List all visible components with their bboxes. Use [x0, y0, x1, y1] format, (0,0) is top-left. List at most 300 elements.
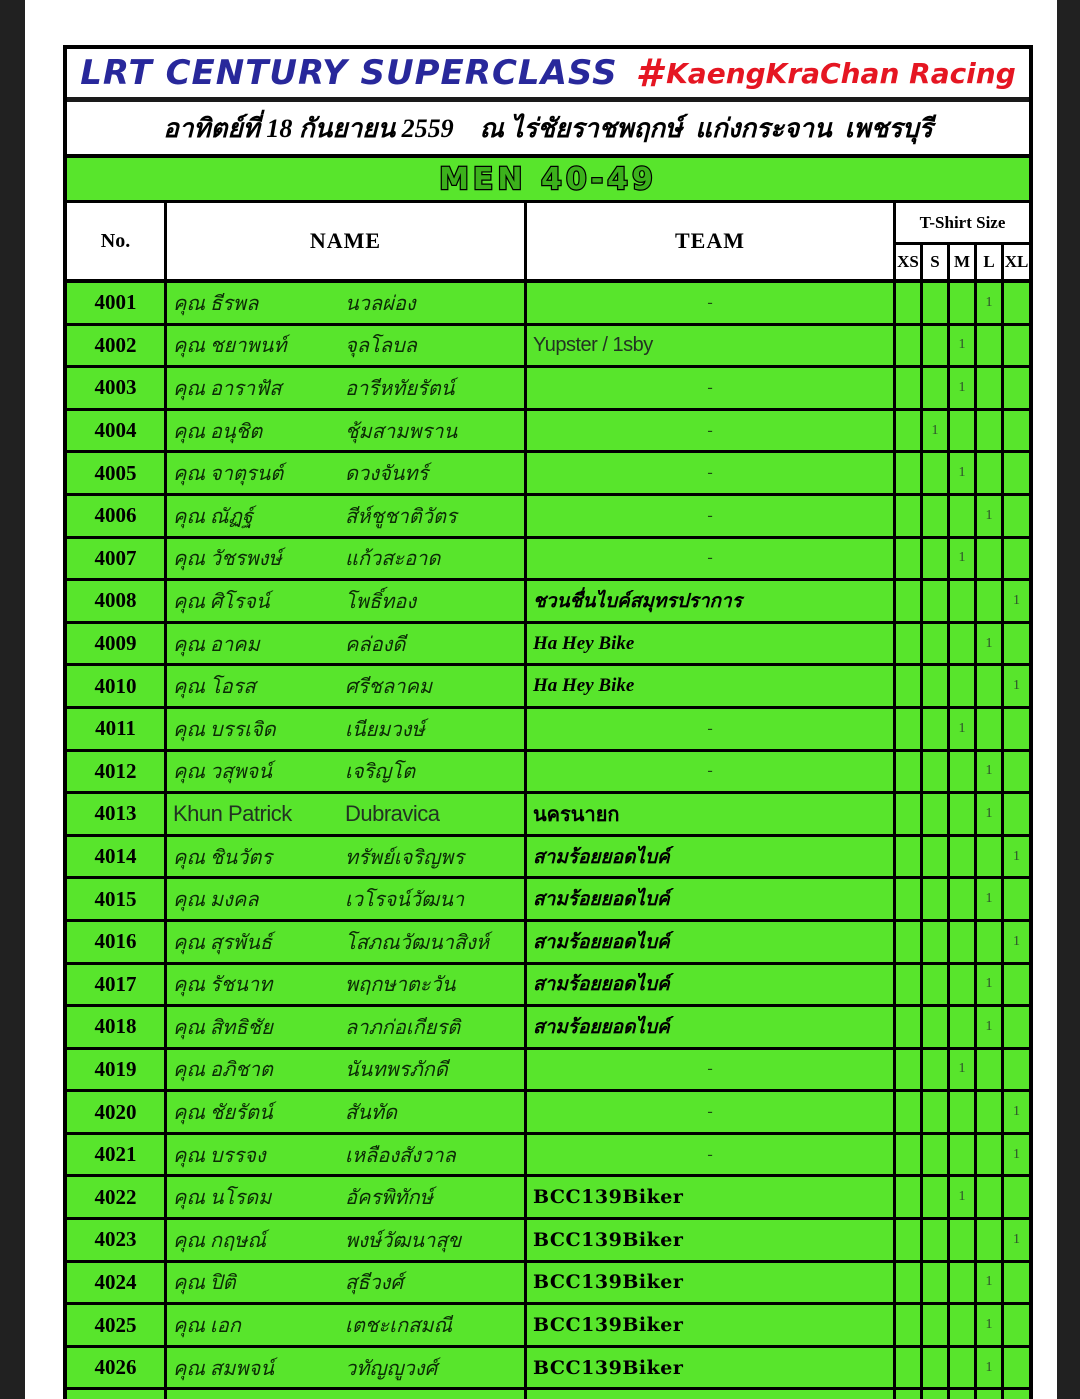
rider-last-name: เวโรจน์วัฒนา — [344, 889, 465, 912]
rider-team: สามร้อยยอดไบค์ — [527, 1007, 896, 1047]
rider-team: BCC139Biker — [527, 1263, 896, 1303]
rider-last-name: ชุ้มสามพราน — [344, 420, 458, 443]
size-cell-xl — [1004, 1007, 1029, 1047]
size-cell-m: 1 — [950, 368, 977, 408]
size-cell-xs — [896, 794, 923, 834]
rider-first-name: คุณ รัชนาท — [173, 974, 273, 997]
size-cell-m: 1 — [950, 453, 977, 493]
rider-team: สามร้อยยอดไบค์ — [527, 922, 896, 962]
size-cell-xl — [1004, 1305, 1029, 1345]
size-cell-l: 1 — [977, 1007, 1004, 1047]
size-cell-m — [950, 1135, 977, 1175]
header-size-xs: XS — [896, 245, 923, 279]
rider-first-name: คุณ อนุชิต — [173, 420, 263, 443]
size-cell-l — [977, 1177, 1004, 1217]
rider-last-name: สีห์ชูชาติวัตร — [344, 505, 457, 528]
rider-first-name: คุณ โอรส — [173, 676, 256, 699]
size-cell-s — [923, 581, 950, 621]
size-cell-xl: 1 — [1004, 666, 1029, 706]
size-cell-l — [977, 453, 1004, 493]
rider-team: - — [527, 752, 896, 792]
rider-number: 4024 — [67, 1263, 167, 1303]
rider-team: - — [527, 496, 896, 536]
rider-first-name: คุณ สิทธิชัย — [173, 1016, 273, 1039]
size-cell-xs — [896, 368, 923, 408]
rider-first-name: คุณ อาราฟัส — [173, 377, 282, 400]
rider-last-name: คล่องดี — [344, 633, 406, 656]
size-cell-s — [923, 879, 950, 919]
size-cell-l: 1 — [977, 624, 1004, 664]
size-cell-s — [923, 1050, 950, 1090]
rider-first-name: คุณ ปิติ — [173, 1272, 236, 1295]
rider-first-name: คุณ อาคม — [173, 633, 260, 656]
rider-last-name: เหลืองสังวาล — [344, 1144, 456, 1167]
event-title: LRT CENTURY SUPERCLASS — [80, 53, 618, 93]
size-cell-xs — [896, 496, 923, 536]
size-cell-s — [923, 496, 950, 536]
size-cell-s — [923, 1092, 950, 1132]
rider-number: 4023 — [67, 1220, 167, 1260]
table-row — [67, 1050, 1029, 1093]
size-cell-xl: 1 — [1004, 1135, 1029, 1175]
size-cell-xs — [896, 666, 923, 706]
size-cell-s — [923, 283, 950, 323]
table-row — [67, 283, 1029, 326]
header-tshirt-size: T-Shirt Size — [896, 203, 1029, 245]
size-cell-l — [977, 539, 1004, 579]
rider-last-name: นันทพรภักดี — [344, 1059, 448, 1082]
size-cell-xs — [896, 709, 923, 749]
size-cell-xl: 1 — [1004, 837, 1029, 877]
rider-first-name: คุณ กฤษณ์ — [173, 1229, 266, 1252]
size-cell-s — [923, 326, 950, 366]
size-cell-xl — [1004, 326, 1029, 366]
rider-number: 4005 — [67, 453, 167, 493]
rider-team: BCC139Biker — [527, 1305, 896, 1345]
rider-first-name: คุณ ธีรพล — [173, 292, 259, 315]
rider-team: - — [527, 453, 896, 493]
table-row — [67, 453, 1029, 496]
rider-last-name: ดวงจันทร์ — [344, 463, 429, 486]
size-cell-xs — [896, 965, 923, 1005]
rider-team: Ha Hey Bike — [527, 624, 896, 664]
rider-last-name: เตชะเกสมณี — [344, 1315, 453, 1338]
size-cell-xl — [1004, 879, 1029, 919]
rider-number: 4009 — [67, 624, 167, 664]
table-header-row — [67, 203, 1029, 283]
rider-first-name: คุณ เอก — [173, 1315, 241, 1338]
rider-name — [167, 1220, 527, 1260]
size-cell-xs — [896, 283, 923, 323]
rider-name — [167, 326, 527, 366]
partial-next-row — [67, 1390, 1029, 1399]
hash-symbol: # — [635, 51, 663, 95]
size-cell-m: 1 — [950, 1050, 977, 1090]
table-row — [67, 1348, 1029, 1391]
rider-last-name: ทรัพย์เจริญพร — [344, 846, 465, 869]
size-cell-m — [950, 1305, 977, 1345]
rider-number: 4025 — [67, 1305, 167, 1345]
rider-number: 4018 — [67, 1007, 167, 1047]
size-cell-s — [923, 1177, 950, 1217]
size-cell-s — [923, 624, 950, 664]
rider-team: - — [527, 368, 896, 408]
size-cell-m — [950, 752, 977, 792]
size-cell-m: 1 — [950, 539, 977, 579]
rider-team: สามร้อยยอดไบค์ — [527, 837, 896, 877]
rider-first-name: คุณ มงคล — [173, 889, 259, 912]
header-size-s: S — [923, 245, 950, 279]
rider-name — [167, 624, 527, 664]
size-cell-xl — [1004, 453, 1029, 493]
rider-number: 4026 — [67, 1348, 167, 1388]
rider-first-name: คุณ อภิชาต — [173, 1059, 273, 1082]
size-cell-s — [923, 709, 950, 749]
table-row — [67, 1305, 1029, 1348]
table-row — [67, 581, 1029, 624]
size-cell-s — [923, 794, 950, 834]
size-cell-xl — [1004, 752, 1029, 792]
size-cell-xs — [896, 1263, 923, 1303]
size-cell-m — [950, 794, 977, 834]
rider-team: สามร้อยยอดไบค์ — [527, 879, 896, 919]
size-cell-m — [950, 1348, 977, 1388]
size-cell-m — [950, 581, 977, 621]
table-row — [67, 709, 1029, 752]
rider-number: 4015 — [67, 879, 167, 919]
table-row — [67, 326, 1029, 369]
rider-name — [167, 1050, 527, 1090]
size-cell-l — [977, 666, 1004, 706]
size-cell-m — [950, 1092, 977, 1132]
size-cell-l — [977, 1092, 1004, 1132]
size-cell-l: 1 — [977, 794, 1004, 834]
rider-team: - — [527, 539, 896, 579]
rider-number: 4004 — [67, 411, 167, 451]
rider-name — [167, 411, 527, 451]
rider-number: 4014 — [67, 837, 167, 877]
rider-name — [167, 709, 527, 749]
size-cell-l — [977, 368, 1004, 408]
start-list-sheet — [63, 45, 1033, 1399]
size-cell-s — [923, 666, 950, 706]
size-cell-xl: 1 — [1004, 922, 1029, 962]
size-cell-m — [950, 837, 977, 877]
size-cell-l — [977, 581, 1004, 621]
size-cell-xs — [896, 1305, 923, 1345]
rider-team: - — [527, 411, 896, 451]
rider-number: 4001 — [67, 283, 167, 323]
size-cell-m — [950, 666, 977, 706]
header-no: No. — [67, 203, 167, 279]
size-cell-xs — [896, 1177, 923, 1217]
rider-first-name: คุณ ณัฏฐ์ — [173, 505, 253, 528]
size-cell-s — [923, 1135, 950, 1175]
size-cell-xl — [1004, 965, 1029, 1005]
size-cell-m — [950, 1263, 977, 1303]
size-cell-m — [950, 879, 977, 919]
rider-name — [167, 1007, 527, 1047]
event-title-row — [67, 49, 1029, 102]
rider-number: 4013 — [67, 794, 167, 834]
rider-last-name: เจริญโต — [344, 761, 416, 784]
table-row — [67, 368, 1029, 411]
rider-last-name: Dubravica — [344, 800, 440, 826]
size-cell-xs — [896, 581, 923, 621]
size-cell-xs — [896, 1220, 923, 1260]
rider-first-name: Khun Patrick — [173, 800, 292, 826]
size-cell-xl — [1004, 539, 1029, 579]
table-row — [67, 666, 1029, 709]
rider-rows — [67, 283, 1029, 1390]
size-cell-xl: 1 — [1004, 581, 1029, 621]
size-cell-xl: 1 — [1004, 1092, 1029, 1132]
size-cell-xl — [1004, 709, 1029, 749]
rider-last-name: เนียมวงษ์ — [344, 718, 425, 741]
rider-team: - — [527, 283, 896, 323]
size-cell-xl — [1004, 1348, 1029, 1388]
rider-number: 4006 — [67, 496, 167, 536]
size-cell-m — [950, 922, 977, 962]
table-row — [67, 1007, 1029, 1050]
table-row — [67, 624, 1029, 667]
rider-name — [167, 879, 527, 919]
size-cell-m — [950, 411, 977, 451]
table-row — [67, 794, 1029, 837]
size-cell-xs — [896, 1135, 923, 1175]
size-cell-l — [977, 709, 1004, 749]
rider-name — [167, 368, 527, 408]
size-cell-xl — [1004, 624, 1029, 664]
rider-last-name: สุธีวงศ์ — [344, 1272, 404, 1295]
rider-number: 4008 — [67, 581, 167, 621]
rider-last-name: อารีหทัยรัตน์ — [344, 377, 455, 400]
size-cell-xl — [1004, 368, 1029, 408]
rider-team: - — [527, 1135, 896, 1175]
table-row — [67, 879, 1029, 922]
size-cell-xs — [896, 326, 923, 366]
rider-name — [167, 1092, 527, 1132]
size-cell-l — [977, 411, 1004, 451]
table-row — [67, 1220, 1029, 1263]
rider-name — [167, 794, 527, 834]
size-cell-xl — [1004, 411, 1029, 451]
rider-last-name: พงษ์วัฒนาสุข — [344, 1229, 462, 1252]
rider-first-name: คุณ สมพจน์ — [173, 1357, 274, 1380]
rider-team: Yupster / 1sby — [527, 326, 896, 366]
rider-name — [167, 581, 527, 621]
size-cell-m: 1 — [950, 326, 977, 366]
rider-number: 4020 — [67, 1092, 167, 1132]
rider-name — [167, 837, 527, 877]
size-cell-xs — [896, 453, 923, 493]
size-cell-m — [950, 965, 977, 1005]
rider-number: 4019 — [67, 1050, 167, 1090]
rider-first-name: คุณ จาตุรนต์ — [173, 463, 284, 486]
size-cell-m — [950, 1220, 977, 1260]
table-row — [67, 1263, 1029, 1306]
size-cell-s — [923, 965, 950, 1005]
size-cell-l — [977, 922, 1004, 962]
size-cell-l — [977, 326, 1004, 366]
size-cell-xl — [1004, 283, 1029, 323]
table-row — [67, 922, 1029, 965]
hashtag-text: KaengKraChan Racing — [666, 56, 1016, 90]
rider-number: 4003 — [67, 368, 167, 408]
rider-number: 4002 — [67, 326, 167, 366]
table-row — [67, 837, 1029, 880]
rider-team: นครนายก — [527, 794, 896, 834]
rider-team: ชวนชื่นไบค์สมุทรปราการ — [527, 581, 896, 621]
size-cell-l — [977, 1135, 1004, 1175]
rider-name — [167, 453, 527, 493]
rider-first-name: คุณ วสุพจน์ — [173, 761, 272, 784]
rider-name — [167, 1177, 527, 1217]
rider-team: - — [527, 1050, 896, 1090]
size-cell-m: 1 — [950, 1177, 977, 1217]
size-cell-l: 1 — [977, 965, 1004, 1005]
rider-number: 4007 — [67, 539, 167, 579]
rider-last-name: โพธิ์ทอง — [344, 590, 417, 613]
size-cell-l — [977, 1050, 1004, 1090]
size-cell-xs — [896, 837, 923, 877]
size-cell-s — [923, 453, 950, 493]
table-row — [67, 965, 1029, 1008]
rider-number: 4022 — [67, 1177, 167, 1217]
rider-last-name: วทัญญูวงศ์ — [344, 1357, 438, 1380]
size-cell-s — [923, 1305, 950, 1345]
size-cell-s — [923, 837, 950, 877]
rider-team: Ha Hey Bike — [527, 666, 896, 706]
document-page — [25, 0, 1057, 1399]
rider-first-name: คุณ นโรดม — [173, 1187, 272, 1210]
event-date-row — [67, 102, 1029, 158]
header-name: NAME — [167, 203, 527, 279]
rider-number: 4017 — [67, 965, 167, 1005]
size-cell-s — [923, 922, 950, 962]
rider-number: 4016 — [67, 922, 167, 962]
rider-first-name: คุณ ชยาพนท์ — [173, 335, 287, 358]
header-tshirt-group — [896, 203, 1029, 279]
size-cell-s — [923, 1263, 950, 1303]
rider-name — [167, 1305, 527, 1345]
size-cell-s — [923, 1348, 950, 1388]
header-size-l: L — [977, 245, 1004, 279]
rider-last-name: แก้วสะอาด — [344, 548, 441, 571]
rider-team: สามร้อยยอดไบค์ — [527, 965, 896, 1005]
table-row — [67, 1092, 1029, 1135]
size-cell-m — [950, 624, 977, 664]
size-cell-l: 1 — [977, 752, 1004, 792]
table-row — [67, 411, 1029, 454]
size-cell-s — [923, 539, 950, 579]
header-team: TEAM — [527, 203, 896, 279]
size-cell-l — [977, 837, 1004, 877]
table-row — [67, 539, 1029, 582]
header-size-columns — [896, 245, 1029, 279]
rider-first-name: คุณ สุรพันธ์ — [173, 931, 272, 954]
rider-team: BCC139Biker — [527, 1220, 896, 1260]
size-cell-xs — [896, 922, 923, 962]
size-cell-xl: 1 — [1004, 1220, 1029, 1260]
size-cell-l: 1 — [977, 1263, 1004, 1303]
size-cell-xs — [896, 1007, 923, 1047]
rider-first-name: คุณ วัชรพงษ์ — [173, 548, 282, 571]
size-cell-m — [950, 283, 977, 323]
rider-name — [167, 922, 527, 962]
size-cell-s — [923, 1007, 950, 1047]
rider-name — [167, 752, 527, 792]
size-cell-l: 1 — [977, 283, 1004, 323]
size-cell-xl — [1004, 1050, 1029, 1090]
size-cell-m: 1 — [950, 709, 977, 749]
rider-name — [167, 539, 527, 579]
size-cell-s — [923, 752, 950, 792]
rider-number: 4021 — [67, 1135, 167, 1175]
size-cell-s: 1 — [923, 411, 950, 451]
rider-last-name: ลาภก่อเกียรติ — [344, 1016, 461, 1039]
size-cell-s — [923, 1220, 950, 1260]
header-size-xl: XL — [1004, 252, 1029, 271]
category-label: MEN 40-49 — [439, 161, 657, 197]
rider-name — [167, 965, 527, 1005]
rider-team: BCC139Biker — [527, 1348, 896, 1388]
size-cell-xl — [1004, 794, 1029, 834]
header-size-m: M — [950, 245, 977, 279]
size-cell-xs — [896, 411, 923, 451]
size-cell-s — [923, 368, 950, 408]
rider-name — [167, 1135, 527, 1175]
table-row — [67, 1135, 1029, 1178]
size-cell-m — [950, 496, 977, 536]
event-hashtag — [636, 51, 1016, 95]
size-cell-xs — [896, 879, 923, 919]
rider-number: 4012 — [67, 752, 167, 792]
size-cell-xl — [1004, 496, 1029, 536]
size-cell-xs — [896, 624, 923, 664]
rider-last-name: สันทัด — [344, 1102, 398, 1125]
category-band — [67, 158, 1029, 203]
event-date-location: อาทิตย์ที่ 18 กันยายน 2559 ณ ไร่ชัยราชพฤกษ์ แก่งกระจาน เพชรบุรี — [163, 113, 933, 143]
rider-first-name: คุณ บรรจง — [173, 1144, 266, 1167]
rider-name — [167, 1263, 527, 1303]
size-cell-xs — [896, 1348, 923, 1388]
rider-last-name: นวลผ่อง — [344, 292, 416, 315]
rider-first-name: คุณ ชินวัตร — [173, 846, 273, 869]
size-cell-m — [950, 1007, 977, 1047]
size-cell-xs — [896, 1092, 923, 1132]
rider-team: BCC139Biker — [527, 1177, 896, 1217]
size-cell-l: 1 — [977, 1348, 1004, 1388]
size-cell-l: 1 — [977, 496, 1004, 536]
rider-last-name: โสภณวัฒนาสิงห์ — [344, 931, 490, 954]
rider-name — [167, 666, 527, 706]
rider-name — [167, 1348, 527, 1388]
size-cell-xl — [1004, 1177, 1029, 1217]
size-cell-xs — [896, 1050, 923, 1090]
size-cell-l: 1 — [977, 879, 1004, 919]
rider-team: - — [527, 1092, 896, 1132]
rider-number: 4011 — [67, 709, 167, 749]
rider-last-name: พฤกษาตะวัน — [344, 974, 456, 997]
rider-name — [167, 283, 527, 323]
rider-first-name: คุณ บรรเจิด — [173, 718, 276, 741]
size-cell-xs — [896, 752, 923, 792]
rider-first-name: คุณ ศิโรจน์ — [173, 590, 270, 613]
table-row — [67, 752, 1029, 795]
rider-number: 4010 — [67, 666, 167, 706]
size-cell-xs — [896, 539, 923, 579]
